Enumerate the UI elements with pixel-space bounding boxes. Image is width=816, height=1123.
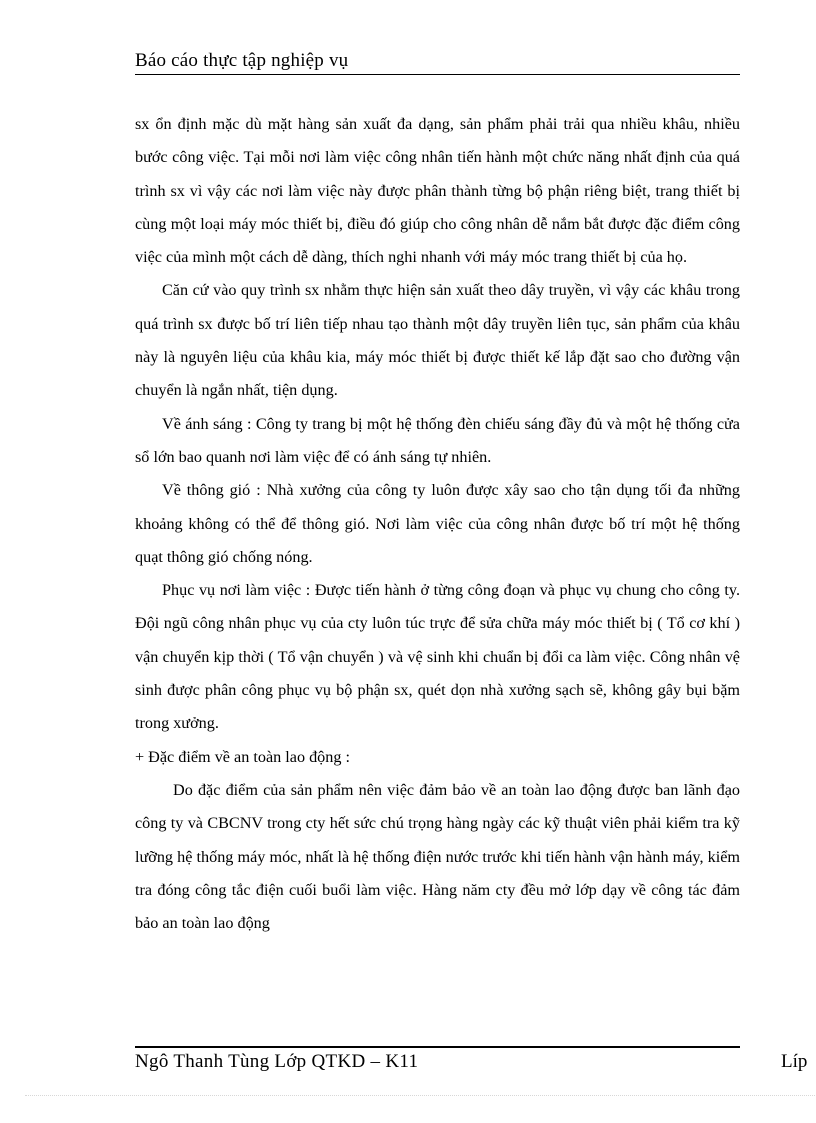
- paragraph-production-layout: sx ổn định mặc dù mặt hàng sản xuất đa dạng, sản phẩm phải trải qua nhiều khâu, nhiều bước công việc. Tại mỗi nơi làm việc công nhân tiến hành một chức năng nhất định của quá trình sx vì vậy các nơi làm việc này được phân thành từng bộ phận riêng biệt, trang thiết bị cùng một loại máy móc thiết bị, điều đó giúp cho công nhân dễ nắm bắt được đặc điểm công việc của mình một cách dễ dàng, thích nghi nhanh với máy móc trang thiết bị của họ.: [135, 115, 740, 267]
- footer-author: Ngô Thanh Tùng Lớp QTKD – K11: [135, 1051, 419, 1072]
- paragraph-lighting: Về ánh sáng : Công ty trang bị một hệ thống đèn chiếu sáng đầy đủ và một hệ thống cửa sổ lớn bao quanh nơi làm việc để có ánh sáng tự nhiên.: [135, 414, 740, 466]
- footer-divider: [135, 1046, 740, 1048]
- paragraph-labor-safety: Do đặc điểm của sản phẩm nên việc đảm bảo về an toàn lao động được ban lãnh đạo công ty và CBCNV trong cty hết sức chú trọng hàng ngày các kỹ thuật viên phải kiểm tra kỹ lưỡng hệ thống máy móc, nhất là hệ thống điện nước trước khi tiến hành vận hành máy, kiểm tra đóng công tắc điện cuối buổi làm việc. Hàng năm cty đều mở lớp dạy về công tác đảm bảo an toàn lao động: [135, 780, 740, 933]
- header-title: Báo cáo thực tập nghiệp vụ: [135, 50, 349, 71]
- section-heading-labor-safety: + Đặc điểm về an toàn lao động :: [135, 747, 351, 766]
- document-body: [135, 108, 740, 940]
- page-bottom-edge: [25, 1095, 815, 1096]
- paragraph-ventilation: Về thông gió : Nhà xưởng của công ty luôn được xây sao cho tận dụng tối đa những khoảng không có thể để thông gió. Nơi làm việc của công nhân được bố trí một hệ thống quạt thông gió chống nóng.: [135, 481, 740, 566]
- header-divider: [135, 74, 740, 75]
- footer-right-text: Líp: [781, 1051, 808, 1072]
- paragraph-workplace-service: Phục vụ nơi làm việc : Được tiến hành ở từng công đoạn và phục vụ chung cho công ty. Đội ngũ công nhân phục vụ của cty luôn túc trực để sửa chữa máy móc thiết bị ( Tổ cơ khí ) vận chuyển kịp thời ( Tổ vận chuyển ) và vệ sinh khi chuẩn bị đổi ca làm việc. Công nhân vệ sinh được phân công phục vụ bộ phận sx, quét dọn nhà xưởng sạch sẽ, không gây bụi bặm trong xưởng.: [135, 581, 740, 733]
- paragraph-production-line: Căn cứ vào quy trình sx nhằm thực hiện sản xuất theo dây truyền, vì vậy các khâu trong quá trình sx được bố trí liên tiếp nhau tạo thành một dây truyền liên tục, sản phẩm của khâu này là nguyên liệu của khâu kia, máy móc thiết bị được thiết kế lắp đặt sao cho đường vận chuyển là ngắn nhất, tiện dụng.: [135, 281, 740, 400]
